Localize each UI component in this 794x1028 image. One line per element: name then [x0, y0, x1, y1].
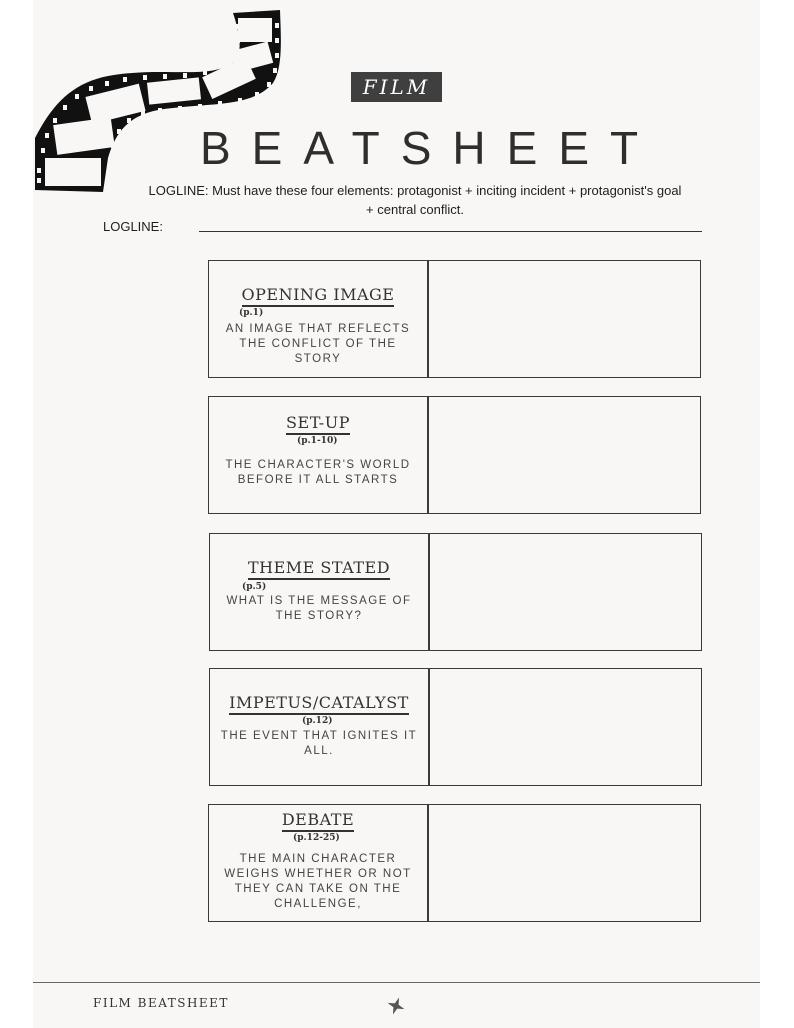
beat-notes-cell[interactable] [430, 534, 701, 650]
beat-theme-stated [209, 533, 702, 651]
beat-description: THE CHARACTER'S WORLD BEFORE IT ALL STARTS [225, 459, 411, 486]
beat-info-cell [209, 397, 429, 513]
beat-title: IMPETUS/CATALYST [210, 693, 428, 715]
beat-page-range: (p.12) [302, 716, 333, 726]
beat-page-range: (p.1-10) [297, 436, 338, 446]
beat-notes-cell[interactable] [429, 397, 700, 513]
beat-info-cell [210, 534, 430, 650]
beat-info-cell [209, 261, 429, 377]
beat-title: SET-UP [209, 413, 427, 435]
beat-description: THE MAIN CHARACTER WEIGHS WHETHER OR NOT THEY CAN TAKE ON THE CHALLENGE, [224, 853, 412, 910]
beat-title: THEME STATED [210, 558, 428, 580]
beat-description: THE EVENT THAT IGNITES IT ALL. [220, 730, 418, 757]
beat-description: WHAT IS THE MESSAGE OF THE STORY? [226, 595, 412, 622]
beat-notes-cell[interactable] [430, 669, 701, 785]
beat-page-range: (p.12-25) [293, 833, 340, 843]
logline-label: LOGLINE: [103, 219, 163, 234]
beat-title: OPENING IMAGE [209, 285, 427, 307]
sparkle-icon [387, 997, 405, 1015]
page-title: BEATSHEET [200, 122, 660, 174]
beat-title: DEBATE [209, 810, 427, 832]
logline-input-line[interactable] [199, 231, 702, 232]
beat-impetus-catalyst [209, 668, 702, 786]
film-badge: FILM [351, 72, 442, 102]
beat-page-range: (p.5) [242, 582, 267, 592]
beat-notes-cell[interactable] [429, 261, 700, 377]
footer-divider [33, 982, 760, 983]
logline-instructions-line1: LOGLINE: Must have these four elements: protagonist + inciting incident + protagonist's goal [148, 183, 682, 198]
footer-title: FILM BEATSHEET [93, 996, 229, 1010]
logline-instructions [100, 181, 730, 219]
beat-info-cell [210, 669, 430, 785]
beat-page-range: (p.1) [239, 308, 264, 318]
beat-set-up [208, 396, 701, 514]
logline-instructions-line2: + central conflict. [366, 202, 464, 217]
beat-debate [208, 804, 701, 922]
beat-notes-cell[interactable] [429, 805, 700, 921]
beat-info-cell [209, 805, 429, 921]
beat-description: AN IMAGE THAT REFLECTS THE CONFLICT OF THE STORY [225, 323, 411, 365]
beat-opening-image [208, 260, 701, 378]
